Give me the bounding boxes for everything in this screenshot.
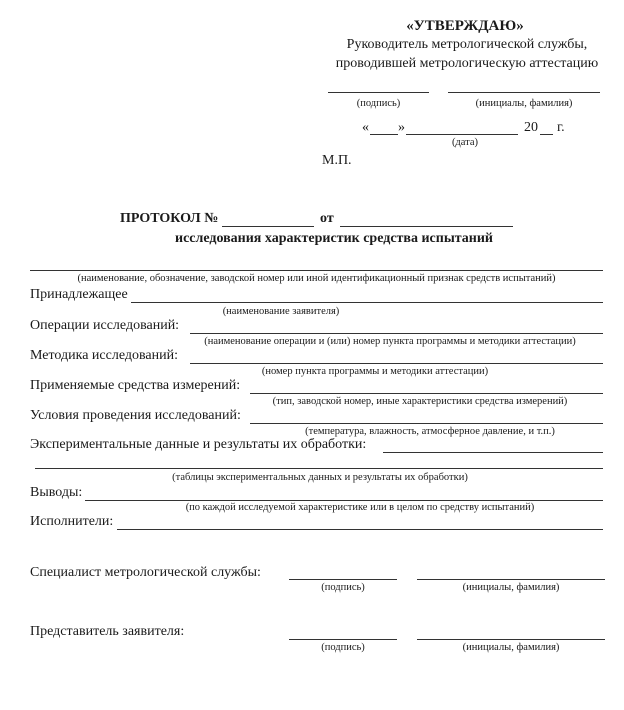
conditions-label: Условия проведения исследований: bbox=[30, 408, 241, 423]
approval-title: «УТВЕРЖДАЮ» bbox=[406, 18, 524, 34]
operations-caption: (наименование операции и (или) номер пункта программы и методики аттестации) bbox=[204, 336, 576, 347]
operations-label: Операции исследований: bbox=[30, 318, 180, 333]
performers-line[interactable] bbox=[117, 529, 603, 530]
date-year-line[interactable] bbox=[540, 134, 553, 135]
owner-line[interactable] bbox=[131, 302, 603, 303]
performers-label: Исполнители: bbox=[30, 514, 114, 529]
owner-caption: (наименование заявителя) bbox=[222, 306, 340, 317]
date-caption: (дата) bbox=[451, 137, 479, 148]
conclusions-caption: (по каждой исследуемой характеристике или в целом по средству испытаний) bbox=[185, 502, 535, 513]
approval-name-caption: (инициалы, фамилия) bbox=[475, 98, 573, 109]
method-caption: (номер пункта программы и методики аттестации) bbox=[261, 366, 489, 377]
date-day-line[interactable] bbox=[370, 134, 398, 135]
applicant-name-line[interactable] bbox=[417, 639, 605, 640]
specialist-name-line[interactable] bbox=[417, 579, 605, 580]
date-year-prefix: 20 bbox=[524, 120, 538, 135]
applicant-name-caption: (инициалы, фамилия) bbox=[462, 642, 560, 653]
approval-name-line[interactable] bbox=[448, 92, 600, 93]
instruments-line[interactable] bbox=[250, 393, 603, 394]
instruments-caption: (тип, заводской номер, иные характеристики средства измерений) bbox=[272, 396, 568, 407]
applicant-representative-label: Представитель заявителя: bbox=[30, 624, 185, 639]
experimental-data-line-2[interactable] bbox=[35, 468, 603, 469]
approval-line-2: проводившей метрологическую аттестацию bbox=[335, 56, 599, 71]
protocol-number-line[interactable] bbox=[222, 226, 314, 227]
experimental-data-label: Экспериментальные данные и результаты их обработки: bbox=[30, 437, 367, 452]
applicant-signature-caption: (подпись) bbox=[321, 642, 365, 653]
stamp-label: М.П. bbox=[322, 153, 352, 168]
experimental-data-caption: (таблицы экспериментальных данных и результаты их обработки) bbox=[172, 472, 468, 483]
instruments-label: Применяемые средства измерений: bbox=[30, 378, 241, 393]
conditions-caption: (температура, влажность, атмосферное давление, и т.п.) bbox=[305, 426, 555, 437]
approval-line-1: Руководитель метрологической службы, bbox=[346, 37, 588, 52]
date-open-quote: « bbox=[362, 120, 369, 135]
applicant-signature-line[interactable] bbox=[289, 639, 397, 640]
operations-line[interactable] bbox=[190, 333, 603, 334]
instrument-name-caption: (наименование, обозначение, заводской номер или иной идентификационный признак средств испытаний) bbox=[77, 273, 556, 284]
date-close-quote: » bbox=[398, 120, 405, 135]
specialist-signature-line[interactable] bbox=[289, 579, 397, 580]
protocol-title-from: от bbox=[320, 211, 334, 226]
specialist-name-caption: (инициалы, фамилия) bbox=[462, 582, 560, 593]
method-line[interactable] bbox=[190, 363, 603, 364]
experimental-data-line-1[interactable] bbox=[383, 452, 603, 453]
protocol-subtitle: исследования характеристик средства испытаний bbox=[175, 231, 494, 246]
specialist-signature-caption: (подпись) bbox=[321, 582, 365, 593]
conclusions-label: Выводы: bbox=[30, 485, 83, 500]
specialist-label: Специалист метрологической службы: bbox=[30, 565, 261, 580]
date-month-line[interactable] bbox=[406, 134, 518, 135]
protocol-title-prefix: ПРОТОКОЛ № bbox=[120, 211, 219, 226]
protocol-date-line[interactable] bbox=[340, 226, 513, 227]
instrument-name-line[interactable] bbox=[30, 270, 603, 271]
date-year-suffix: г. bbox=[557, 120, 565, 135]
approval-signature-line[interactable] bbox=[328, 92, 429, 93]
method-label: Методика исследований: bbox=[30, 348, 178, 363]
approval-signature-caption: (подпись) bbox=[356, 98, 401, 109]
conclusions-line[interactable] bbox=[85, 500, 603, 501]
owner-label: Принадлежащее bbox=[30, 287, 128, 302]
conditions-line[interactable] bbox=[250, 423, 603, 424]
